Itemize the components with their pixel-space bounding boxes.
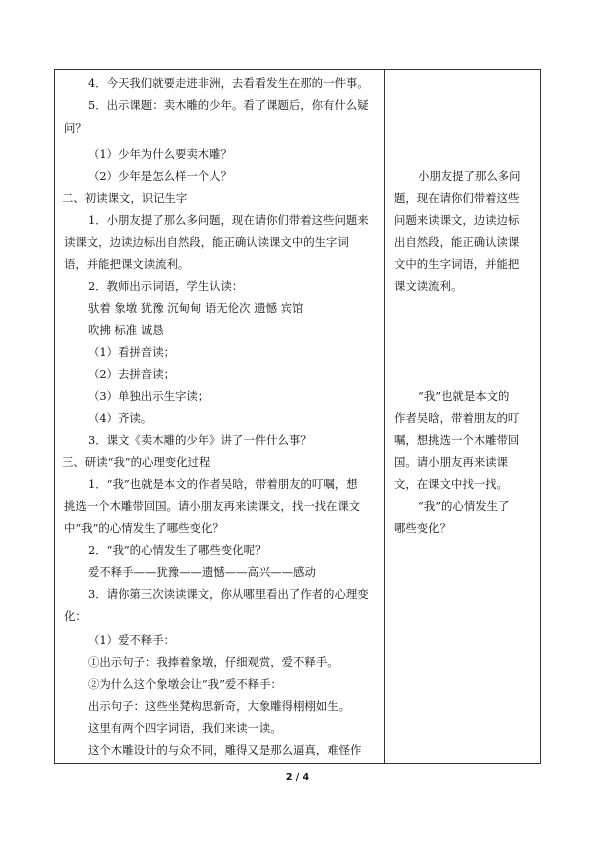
text-line: 出示句子：这些坐凳构思新奇，大象雕得栩栩如生。 (88, 699, 350, 713)
side-note-line: 国。请小朋友再来读课 (394, 455, 508, 469)
text-line: 1．“我”也就是本文的作者吴晗，带着朋友的叮嘱，想 (88, 477, 358, 491)
side-note-line: 嘱，想挑选一个木雕带回 (394, 433, 520, 447)
text-line: 1．小朋友提了那么多问题，现在请你们带着这些问题来 (88, 213, 369, 227)
side-note-line: 问题来读课文，边读边标 (394, 213, 520, 227)
side-note-line: “我”也就是本文的 (418, 389, 510, 403)
text-line: 挑选一个木雕带回国。请小朋友再来读课文，找一找在课文 (64, 499, 361, 513)
text-line: 3．课文《卖木雕的少年》讲了一件什么事？ (88, 433, 312, 447)
text-line: 语，并能把课文读流利。 (64, 257, 190, 271)
side-note-line: 小朋友提了那么多问 (418, 169, 521, 183)
text-line: ②为什么这个象墩会让“我”爱不释手： (88, 677, 282, 691)
text-line: （4）齐读。 (88, 411, 153, 425)
text-line: 这个木雕设计的与众不同，雕得又是那么逼真，难怪作 (88, 743, 362, 757)
text-line: 2．“我”的心情发生了哪些变化呢？ (88, 543, 267, 557)
text-line: （2）去拼音读； (88, 367, 175, 381)
side-note-line: 哪些变化？ (394, 521, 451, 535)
text-line: ①出示句子：我捧着象墩，仔细观赏，爱不释手。 (88, 655, 339, 669)
side-note-line: 作者吴晗，带着朋友的叮 (394, 411, 520, 425)
text-line: 2．教师出示词语，学生认读： (88, 279, 244, 293)
text-line: 化： (64, 609, 87, 623)
side-note-line: 文中的生字词语，并能把 (394, 257, 520, 271)
vocabulary-line: 驮着 象墩 犹豫 沉甸甸 语无伦次 遗憾 宾馆 (88, 301, 304, 315)
side-note-line: “我”的心情发生了 (418, 499, 510, 513)
side-note-line: 出自然段，能正确认读课 (394, 235, 520, 249)
text-line: （1）看拼音读； (88, 345, 175, 359)
emotion-sequence: 爱不释手——犹豫——遗憾——高兴——感动 (88, 565, 316, 579)
side-note-line: 文，在课文中找一找。 (394, 477, 508, 491)
vocabulary-line: 吹拂 标准 诚恳 (88, 323, 164, 337)
text-line: 读课文，边读边标出自然段，能正确认读课文中的生字词 (64, 235, 349, 249)
side-note-line: 题，现在请你们带着这些 (394, 191, 520, 205)
section-heading: 二、初读课文，识记生字 (62, 191, 188, 205)
text-line: 问？ (64, 121, 87, 135)
text-line: 3．请你第三次读读课文，你从哪里看出了作者的心理变 (88, 587, 369, 601)
side-note-line: 课文读流利。 (394, 279, 463, 293)
text-line: 这里有两个四字词语，我们来读一读。 (88, 721, 282, 735)
text-line: 5．出示课题：卖木雕的少年。看了课题后，你有什么疑 (88, 98, 369, 112)
text-line: （1）爱不释手： (88, 633, 175, 647)
column-divider (384, 69, 385, 764)
text-line: 4．今天我们就要走进非洲，去看看发生在那的一件事。 (88, 76, 369, 90)
page-number: 2 / 4 (285, 772, 310, 783)
text-line: （2）少年是怎么样一个人？ (88, 169, 232, 183)
section-heading: 三、研读“我”的心理变化过程 (62, 455, 211, 469)
text-line: （3）单独出示生字读； (88, 389, 210, 403)
text-line: （1）少年为什么要卖木雕？ (88, 147, 232, 161)
text-line: 中“我”的心情发生了哪些变化？ (64, 521, 224, 535)
